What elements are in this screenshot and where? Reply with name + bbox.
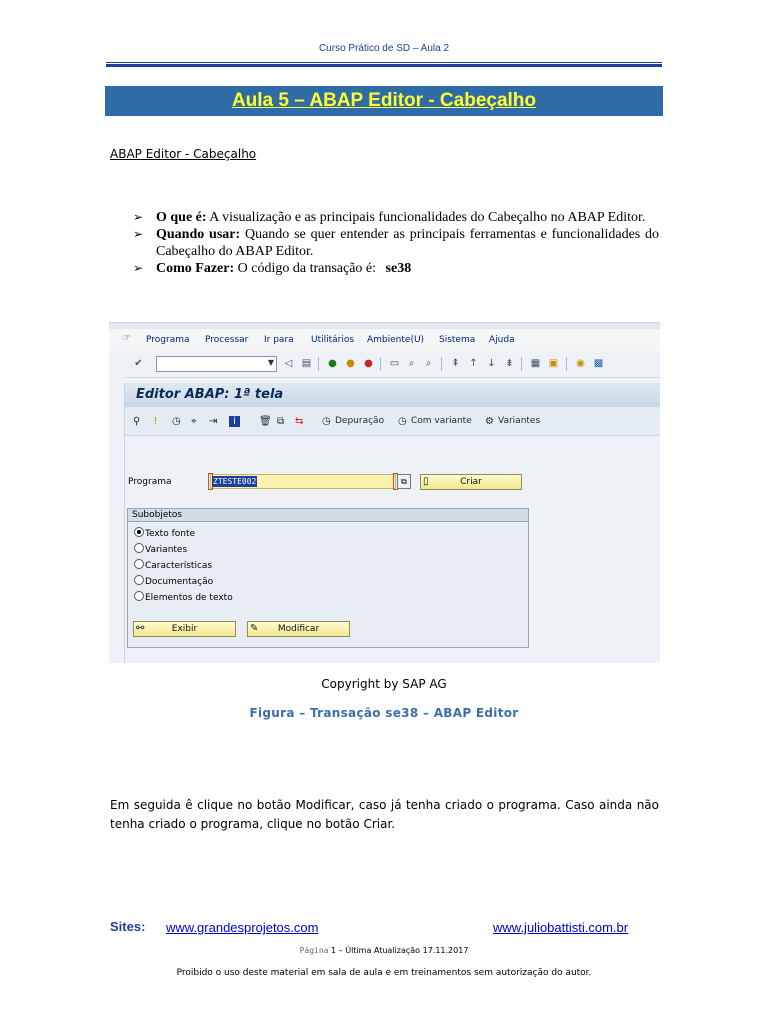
bullet-what — [133, 209, 659, 226]
back-icon[interactable]: ● — [328, 358, 337, 369]
title-banner — [105, 86, 663, 116]
chevron-down-icon[interactable]: ▼ — [267, 358, 274, 367]
sap-left-margin — [109, 377, 124, 663]
execute-icon[interactable]: ◷ — [172, 416, 181, 427]
next-page-icon[interactable]: ↓ — [487, 358, 496, 369]
variants-icon[interactable]: ⚙ — [485, 416, 494, 427]
header-rule-thick — [106, 64, 662, 67]
program-input[interactable] — [210, 474, 396, 489]
body-paragraph: Em seguida ê clique no botão Modificar, caso já tenha criado o programa. Caso ainda não tenha criado o programa, clique no botão Criar. — [110, 798, 659, 831]
new-session-icon[interactable]: ▦ — [530, 358, 541, 369]
save-icon[interactable]: ▤ — [301, 358, 312, 369]
radio-caracteristicas[interactable] — [134, 559, 212, 571]
menu-sistema[interactable]: Sistema — [439, 335, 476, 345]
display-button-label: Exibir — [171, 624, 198, 634]
display-object-icon[interactable]: ⇥ — [209, 416, 218, 427]
command-field[interactable] — [156, 356, 277, 372]
bullet-text: O código da transação é: — [237, 261, 377, 276]
cancel-icon[interactable]: ● — [364, 358, 373, 369]
menu-processar[interactable]: Processar — [205, 335, 249, 345]
bullet-label: O que é: — [156, 210, 207, 225]
enter-check-icon[interactable]: ✔ — [134, 358, 143, 369]
radio-selected-icon[interactable] — [134, 527, 144, 537]
change-button[interactable] — [247, 621, 350, 637]
radio-variantes[interactable] — [134, 543, 187, 555]
page-info — [0, 946, 768, 955]
previous-page-icon[interactable]: ↑ — [469, 358, 478, 369]
sap-screen-body — [124, 383, 660, 663]
toolbar-separator — [318, 357, 319, 371]
menu-programa[interactable]: Programa — [146, 335, 190, 345]
page-title: Aula 5 – ABAP Editor - Cabeçalho — [231, 90, 537, 111]
header-rule — [106, 62, 662, 63]
radio-icon[interactable] — [134, 575, 144, 585]
debug-icon[interactable]: ◷ — [322, 416, 331, 427]
program-value[interactable]: ZTESTE002 — [213, 477, 257, 486]
sap-standard-toolbar — [109, 351, 660, 378]
change-button-label: Modificar — [277, 624, 320, 634]
find-icon[interactable]: ⌕ — [408, 358, 415, 369]
bullet-when — [133, 226, 659, 260]
subobjects-title: Subobjetos — [128, 509, 528, 522]
radio-label: Documentação — [145, 577, 214, 587]
radio-icon[interactable] — [134, 543, 144, 553]
sap-screenshot — [109, 322, 660, 663]
sap-menu-bar — [109, 329, 660, 351]
delete-icon[interactable]: 🗑 — [259, 416, 272, 427]
toolbar-separator — [566, 357, 567, 371]
object-list-icon[interactable]: ⌖ — [191, 416, 197, 427]
radio-elementos-texto[interactable] — [134, 591, 233, 603]
execute-variant-icon[interactable]: ◷ — [398, 416, 407, 427]
sap-screen-title-bar — [125, 383, 660, 407]
menu-ajuda[interactable]: Ajuda — [489, 335, 515, 345]
radio-icon[interactable] — [134, 591, 144, 601]
where-used-icon[interactable]: ⚲ — [133, 416, 141, 427]
variants-button[interactable]: Variantes — [498, 416, 541, 426]
rename-icon[interactable]: ⇆ — [295, 416, 304, 427]
shortcut-icon[interactable]: ▣ — [548, 358, 559, 369]
pencil-icon: ✎ — [250, 623, 259, 634]
toolbar-separator — [380, 357, 381, 371]
bullet-list — [133, 209, 659, 277]
sites-label: Sites: — [110, 919, 146, 934]
transaction-code: se38 — [385, 261, 412, 276]
info-icon[interactable]: ǃ — [154, 416, 157, 427]
copyright-caption: Copyright by SAP AG — [321, 677, 447, 691]
menu-exit-icon[interactable]: ☞ — [122, 333, 131, 344]
radio-label: Texto fonte — [145, 529, 196, 539]
information-icon[interactable]: i — [229, 416, 240, 427]
sap-screen-title: Editor ABAP: 1ª tela — [136, 387, 284, 402]
copy-icon[interactable]: ⧉ — [277, 416, 285, 427]
display-button[interactable] — [133, 621, 236, 637]
bullet-text: A visualização e as principais funcionalidades do Cabeçalho no ABAP Editor. — [209, 210, 646, 225]
layout-menu-icon[interactable]: ▩ — [593, 358, 604, 369]
exit-icon[interactable]: ● — [346, 358, 355, 369]
bullet-text: Quando se quer entender as principais ferramentas e funcionalidades do Cabeçalho do ABAP Editor. — [156, 227, 660, 259]
toolbar-separator — [441, 357, 442, 371]
bullet-label: Quando usar: — [156, 227, 241, 242]
toolbar-separator — [521, 357, 522, 371]
radio-documentacao[interactable] — [134, 575, 213, 587]
page-word: Página — [299, 946, 329, 955]
radio-label: Elementos de texto — [145, 593, 233, 603]
section-heading: ABAP Editor - Cabeçalho — [110, 147, 257, 161]
subobjects-group — [127, 508, 529, 648]
radio-label: Características — [145, 561, 213, 571]
create-button-label: Criar — [460, 477, 482, 487]
menu-utilitarios[interactable]: Utilitários — [311, 335, 355, 345]
value-help-icon[interactable]: ⧉ — [397, 474, 411, 489]
arrow-bullet-icon: ➢ — [133, 210, 144, 224]
create-button[interactable] — [420, 474, 522, 490]
bullet-label: Como Fazer: — [156, 261, 235, 276]
back-arrow-icon[interactable]: ◁ — [284, 358, 293, 369]
sap-application-toolbar — [125, 407, 660, 436]
debug-button[interactable]: Depuração — [335, 416, 385, 426]
bullet-how — [133, 260, 659, 277]
glasses-icon: ⚯ — [136, 623, 145, 634]
site-link-juliobattisti[interactable]: www.juliobattisti.com.br — [493, 920, 629, 935]
copyright-notice: Proibido o uso deste material em sala de aula e em treinamentos sem autorização do autor. — [176, 968, 592, 978]
header-course: Curso Prático de SD – Aula 2 — [318, 43, 450, 54]
arrow-bullet-icon: ➢ — [133, 261, 144, 275]
last-page-icon[interactable]: ⇟ — [505, 358, 514, 369]
page-info-text: 1 – Última Atualização 17.11.2017 — [331, 946, 469, 955]
figure-caption: Figura – Transação se38 – ABAP Editor — [249, 706, 519, 720]
menu-ir-para[interactable]: Ir para — [264, 335, 294, 345]
radio-label: Variantes — [145, 545, 188, 555]
help-icon[interactable]: ◉ — [576, 358, 585, 369]
site-link-grandesprojetos[interactable]: www.grandesprojetos.com — [166, 920, 319, 935]
with-variant-button[interactable]: Com variante — [411, 416, 472, 426]
find-next-icon[interactable]: ⌕ — [425, 358, 432, 369]
menu-ambiente[interactable]: Ambiente(U) — [367, 335, 425, 345]
arrow-bullet-icon: ➢ — [133, 227, 144, 241]
radio-texto-fonte[interactable] — [134, 527, 195, 539]
first-page-icon[interactable]: ⇞ — [451, 358, 460, 369]
radio-icon[interactable] — [134, 559, 144, 569]
print-icon[interactable]: ▭ — [389, 358, 400, 369]
program-label: Programa — [128, 477, 172, 487]
new-document-icon: ▯ — [423, 476, 429, 487]
